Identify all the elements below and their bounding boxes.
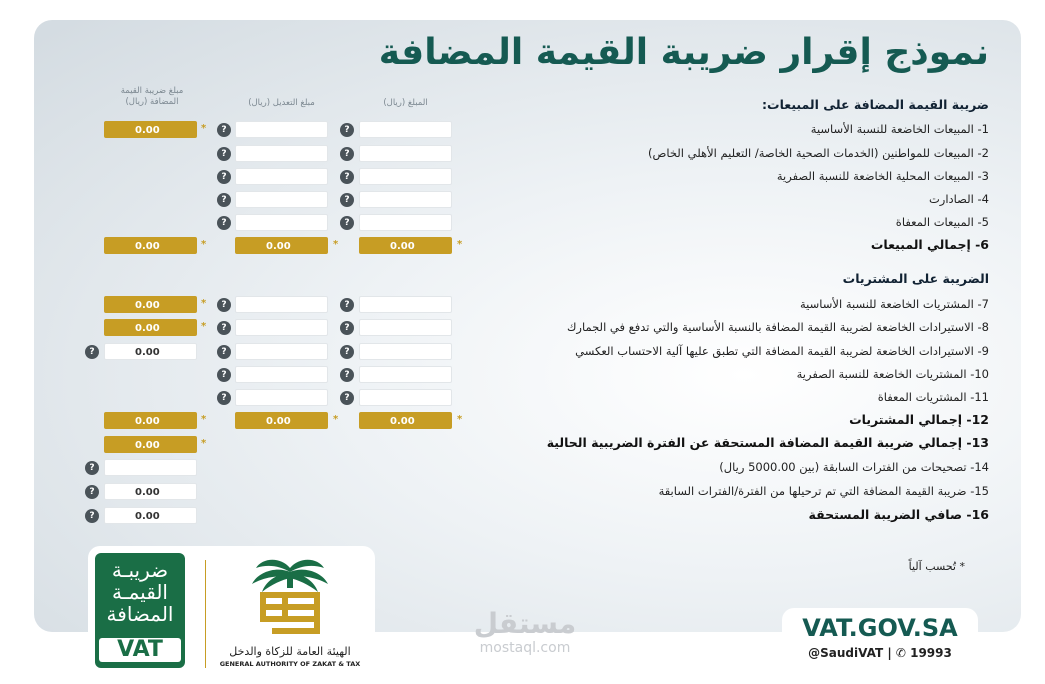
help-icon[interactable]: ?	[340, 147, 354, 161]
adjustment-total-purchases: 0.00	[235, 412, 328, 429]
footnote-auto-calculated: * تُحسب آلياً	[908, 560, 965, 573]
help-icon[interactable]: ?	[340, 193, 354, 207]
help-icon[interactable]: ?	[340, 123, 354, 137]
row-label-9: 9- الاستيرادات الخاضعة لضريبة القيمة المضافة التي تطبق عليها آلية الاحتساب العكسي	[575, 344, 989, 358]
auto-star: *	[457, 239, 463, 250]
help-icon[interactable]: ?	[217, 147, 231, 161]
adjustment-input-8[interactable]	[235, 319, 328, 336]
amount-input-5[interactable]	[359, 214, 452, 231]
vat-value-8: 0.00	[104, 319, 197, 336]
amount-input-8[interactable]	[359, 319, 452, 336]
adjustment-input-9[interactable]	[235, 343, 328, 360]
row-label-11: 11- المشتريات المعفاة	[877, 390, 989, 404]
vat-input-14[interactable]	[104, 459, 197, 476]
row-label-10: 10- المشتريات الخاضعة للنسبة الصفرية	[796, 367, 989, 381]
vat-total-due: 0.00	[104, 436, 197, 453]
adjustment-input-7[interactable]	[235, 296, 328, 313]
help-icon[interactable]: ?	[340, 391, 354, 405]
logo-divider	[205, 560, 206, 668]
row-label-3: 3- المبيعات المحلية الخاضعة للنسبة الصفرية	[776, 169, 989, 183]
column-header-vat	[100, 86, 204, 108]
adjustment-input-11[interactable]	[235, 389, 328, 406]
row-label-14: 14- تصحيحات من الفترات السابقة (بين 5000.00 ريال)	[719, 460, 989, 474]
help-icon[interactable]: ?	[217, 298, 231, 312]
amount-input-9[interactable]	[359, 343, 452, 360]
vat-badge-logo	[95, 553, 185, 668]
amount-total-sales: 0.00	[359, 237, 452, 254]
vat-value-7: 0.00	[104, 296, 197, 313]
amount-input-3[interactable]	[359, 168, 452, 185]
column-header-vat-line2: المضافة (ريال)	[125, 97, 179, 107]
amount-total-purchases: 0.00	[359, 412, 452, 429]
row-label-2: 2- المبيعات للمواطنين (الخدمات الصحية الخاصة/ التعليم الأهلي الخاص)	[647, 146, 989, 160]
amount-input-2[interactable]	[359, 145, 452, 162]
help-icon[interactable]: ?	[217, 391, 231, 405]
auto-star: *	[457, 414, 463, 425]
vat-total-sales: 0.00	[104, 237, 197, 254]
help-icon[interactable]: ?	[340, 345, 354, 359]
authority-name-en: GENERAL AUTHORITY OF ZAKAT & TAX	[219, 660, 361, 668]
auto-star: *	[201, 123, 207, 134]
help-icon[interactable]: ?	[85, 345, 99, 359]
vat-value-1: 0.00	[104, 121, 197, 138]
row-label-5: 5- المبيعات المعفاة	[895, 215, 989, 229]
vat-badge-line3: المضافة	[106, 602, 174, 626]
row-label-6: 6- إجمالي المبيعات	[870, 237, 989, 252]
amount-input-1[interactable]	[359, 121, 452, 138]
help-icon[interactable]: ?	[217, 368, 231, 382]
watermark	[460, 608, 590, 656]
row-label-7: 7- المشتريات الخاضعة للنسبة الأساسية	[800, 297, 989, 311]
amount-input-11[interactable]	[359, 389, 452, 406]
row-label-4: 4- الصادارت	[928, 192, 989, 206]
amount-input-4[interactable]	[359, 191, 452, 208]
auto-star: *	[201, 298, 207, 309]
adjustment-input-2[interactable]	[235, 145, 328, 162]
auto-star: *	[201, 239, 207, 250]
vat-net-due[interactable]: 0.00	[104, 507, 197, 524]
help-icon[interactable]: ?	[217, 193, 231, 207]
adjustment-input-1[interactable]	[235, 121, 328, 138]
vat-badge-line1: ضريبـة	[111, 558, 169, 582]
auto-star: *	[333, 239, 339, 250]
help-icon[interactable]: ?	[340, 368, 354, 382]
help-icon[interactable]: ?	[85, 461, 99, 475]
help-icon[interactable]: ?	[217, 321, 231, 335]
auto-star: *	[333, 414, 339, 425]
page-title: نموذج إقرار ضريبة القيمة المضافة	[378, 32, 989, 73]
authority-name-ar: الهيئة العامة للزكاة والدخل	[229, 645, 351, 658]
adjustment-input-3[interactable]	[235, 168, 328, 185]
section-sales: ضريبة القيمة المضافة على المبيعات:	[762, 97, 989, 112]
social-contact: @SaudiVAT | ✆ 19993	[808, 646, 952, 660]
watermark-ar: مستقل	[473, 607, 577, 640]
column-header-vat-line1: مبلغ ضريبة القيمة	[120, 86, 184, 96]
adjustment-total-sales: 0.00	[235, 237, 328, 254]
row-label-13: 13- إجمالي ضريبة القيمة المضافة المستحقة عن الفترة الضريبية الحالية	[546, 435, 989, 450]
column-header-amount: المبلغ (ريال)	[383, 98, 428, 108]
adjustment-input-10[interactable]	[235, 366, 328, 383]
help-icon[interactable]: ?	[217, 170, 231, 184]
palm-tree-icon	[250, 556, 330, 642]
site-link[interactable]: VAT.GOV.SA	[802, 614, 958, 642]
help-icon[interactable]: ?	[340, 170, 354, 184]
help-icon[interactable]: ?	[217, 123, 231, 137]
help-icon[interactable]: ?	[217, 345, 231, 359]
help-icon[interactable]: ?	[85, 485, 99, 499]
adjustment-input-5[interactable]	[235, 214, 328, 231]
adjustment-input-4[interactable]	[235, 191, 328, 208]
amount-input-10[interactable]	[359, 366, 452, 383]
vat-badge-text: VAT	[99, 638, 181, 662]
vat-input-9[interactable]: 0.00	[104, 343, 197, 360]
row-label-1: 1- المبيعات الخاضعة للنسبة الأساسية	[810, 122, 989, 136]
help-icon[interactable]: ?	[217, 216, 231, 230]
help-icon[interactable]: ?	[85, 509, 99, 523]
row-label-15: 15- ضريبة القيمة المضافة التي تم ترحيلها من الفترة/الفترات السابقة	[658, 484, 989, 498]
column-header-adjustment: مبلغ التعديل (ريال)	[248, 98, 315, 108]
auto-star: *	[201, 321, 207, 332]
watermark-en: mostaql.com	[479, 640, 571, 656]
auto-star: *	[201, 414, 207, 425]
help-icon[interactable]: ?	[340, 321, 354, 335]
row-label-16: 16- صافي الضريبة المستحقة	[808, 507, 989, 522]
section-purchases: الضريبة على المشتريات	[842, 271, 989, 286]
help-icon[interactable]: ?	[340, 298, 354, 312]
help-icon[interactable]: ?	[340, 216, 354, 230]
amount-input-7[interactable]	[359, 296, 452, 313]
vat-total-purchases: 0.00	[104, 412, 197, 429]
row-label-8: 8- الاستيرادات الخاضعة لضريبة القيمة المضافة بالنسبة الأساسية والتي تدفع في الجمارك	[566, 320, 989, 334]
auto-star: *	[201, 438, 207, 449]
vat-badge-line2: القيمـة	[112, 580, 168, 604]
row-label-12: 12- إجمالي المشتريات	[849, 412, 989, 427]
vat-input-15[interactable]: 0.00	[104, 483, 197, 500]
